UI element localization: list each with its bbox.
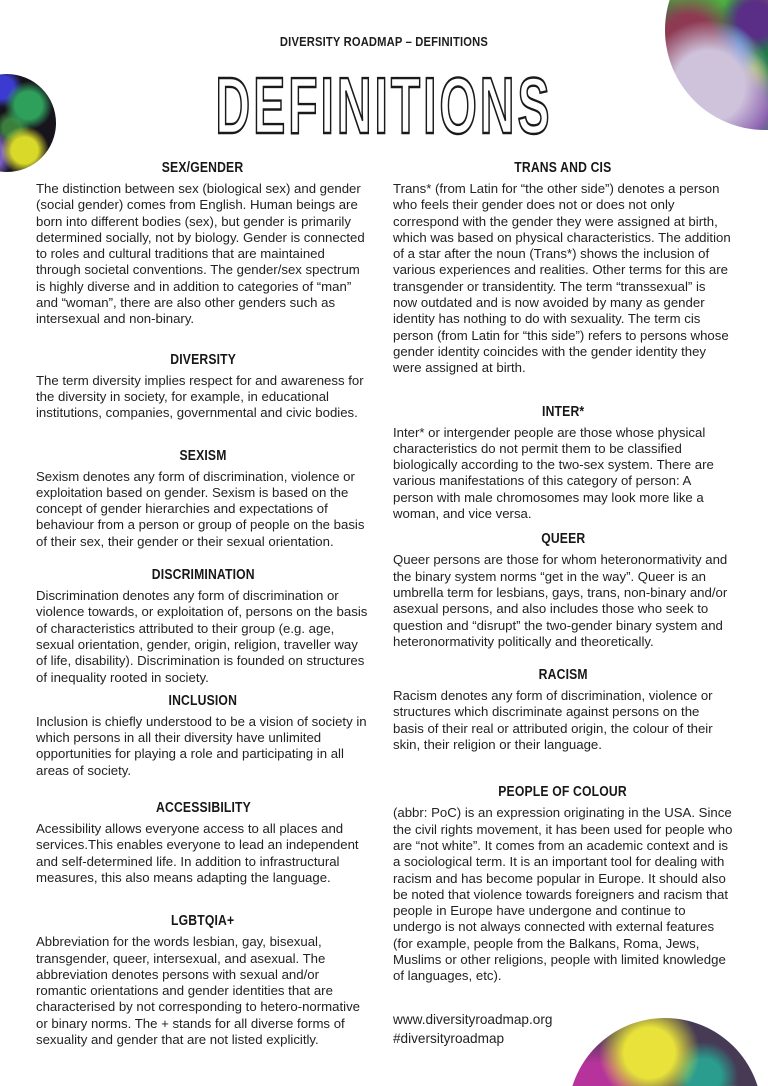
section-heading: SEX/GENDER (162, 160, 244, 176)
section-heading: SEXISM (179, 447, 227, 464)
website-url: www.diversityroadmap.org (393, 1012, 553, 1027)
page-title-artwork (0, 0, 768, 160)
section-body: The distinction between sex (biological sex) and gender (social gender) comes from English. Human beings are born into different bodies (sex), but gender is primarily determined socially, not by biology. Gender is connected to roles and cultural traditions that are maintained through societal conventions. The gender/sex spectrum is highly diverse and in addition to categories of “man” and “woman”, there are also other genders such as intersexual and non-binary. (36, 181, 365, 327)
section-heading: LGBTQIA+ (171, 913, 235, 930)
paint-splash-circle-bottom-right (568, 1018, 762, 1086)
section-body: Inclusion is chiefly understood to be a vision of society in which persons in all their diversity have unlimited opportunities for playing a role and participating in all areas of society. (36, 713, 367, 778)
definition-diversity (36, 353, 370, 422)
definition-people-of-colour (393, 785, 733, 984)
section-heading: TRANS AND CIS (514, 160, 612, 176)
section-body: Sexism denotes any form of discrimination, violence or exploitation based on gender. Sexism is based on the concept of gender hierarchies and expectations of behaviour from a person or group of people on the basis of their sex, their gender or their sexual orientation. (36, 468, 365, 549)
definitions-column-left (36, 161, 370, 1048)
definition-lgbtqia (36, 914, 370, 1048)
footer (393, 1010, 552, 1048)
section-body: Trans* (from Latin for “the other side”) denotes a person who feels their gender does not or does not only correspond with the gender they were assigned at birth, which was based on physical characteristics. The addition of a star after the noun (Trans*) shows the inclusion of various experiences and realities. Other terms for this are transgender or transidentity. The term “transsexual” is now outdated and is now avoided by many as gender identity has nothing to do with sexuality. The term cis person (from Latin for “this side”) refers to persons whose gender identity coincides with the gender identity they were assigned at birth. (393, 181, 731, 376)
definition-racism (393, 668, 733, 753)
definition-discrimination (36, 568, 370, 686)
section-heading: INTER* (541, 403, 585, 420)
section-heading: DISCRIMINATION (151, 567, 255, 584)
section-body: The term diversity implies respect for and awareness for the diversity in society, for example, in educational institutions, companies, governmental and civic bodies. (36, 372, 364, 421)
page-kicker-text: DIVERSITY ROADMAP – DEFINITIONS (279, 34, 489, 49)
section-heading: RACISM (538, 667, 588, 684)
definition-queer (393, 532, 733, 650)
section-heading: QUEER (540, 531, 586, 548)
definition-inter (393, 405, 733, 523)
hashtag: #diversityroadmap (393, 1031, 505, 1046)
definition-trans-and-cis (393, 161, 733, 377)
definition-accessibility (36, 801, 370, 886)
section-heading: PEOPLE OF COLOUR (498, 784, 628, 801)
section-body: Inter* or intergender people are those whose physical characteristics do not permit them to be classified biologically according to the two-sex system. There are various manifestations of this category of person: A person with male chromosomes may look more like a woman, and vice versa. (393, 424, 714, 522)
section-heading: ACCESSIBILITY (155, 800, 251, 817)
section-body: Queer persons are those for whom heteronormativity and the binary system norms “get in the way”. Queer is an umbrella term for lesbians, gays, trans, non-binary and/or asexual persons, and also includes those who seek to question and “disrupt” the two-gender binary system and heteronormativity politically and theoretically. (393, 552, 728, 649)
definition-sexism (36, 449, 370, 550)
page-title: DEFINITIONS (215, 60, 553, 150)
section-heading: DIVERSITY (170, 351, 236, 368)
definition-sex-gender (36, 161, 370, 328)
section-body: (abbr: PoC) is an expression originating in the USA. Since the civil rights movement, it has been used for people who are “not white”. It comes from an academic context and is a sociological term. It is an important tool for dealing with racism and has become popular in Europe. It should also be noted that violence towards foreigners and racism that people in Europe have undergone and continue to undergo is not always connected with external features (for example, people from the Balkans, Roma, Jews, Muslims or other religions, people with limited knowledge of languages, etc). (393, 805, 733, 984)
section-body: Discrimination denotes any form of discrimination or violence towards, or exploitation of, persons on the basis of characteristics attributed to their group (e.g. age, sexual orientation, gender, origin, religion, traveller way of life, disability). Discrimination is founded on structures of inequality rooted in society. (36, 588, 368, 685)
section-heading: INCLUSION (168, 692, 238, 709)
definitions-column-right (393, 161, 733, 985)
definition-inclusion (36, 694, 370, 779)
section-body: Acessibility allows everyone access to all places and services.This enables everyone to lead an independent and self-determined life. In addition to infrastructural measures, this also means adapting the language. (36, 821, 359, 885)
section-body: Abbreviation for the words lesbian, gay, bisexual, transgender, queer, intersexual, and asexual. The abbreviation denotes persons with sexual and/or romantic orientations and gender identities that are characterised by not corresponding to hetero-normative or binary norms. The + stands for all diverse forms of sexuality and gender that are not listed explicitly. (36, 934, 361, 1047)
section-body: Racism denotes any form of discrimination, violence or structures which discriminate against persons on the basis of their real or attributed origin, the colour of their skin, their religion or their language. (393, 688, 713, 753)
